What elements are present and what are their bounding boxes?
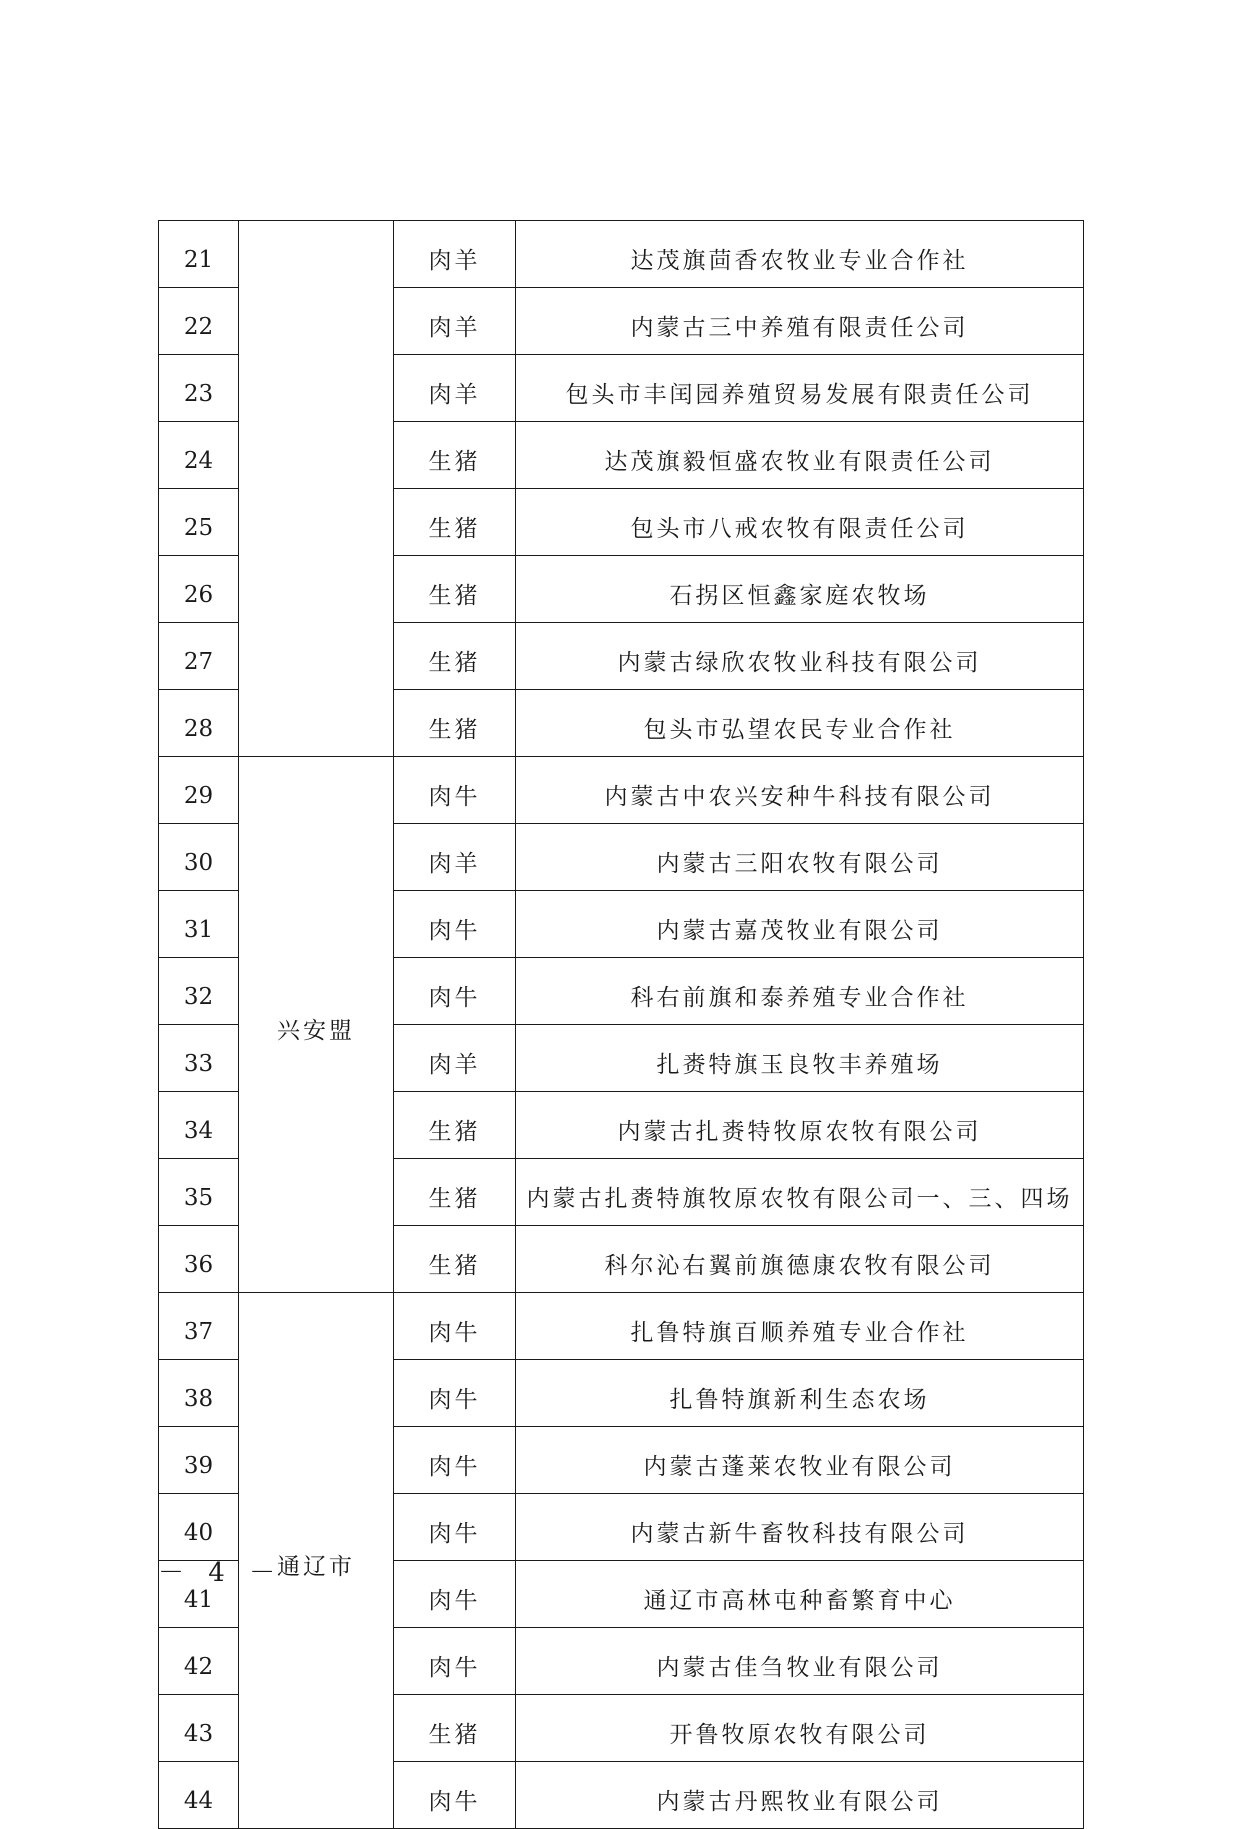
row-number: 33 bbox=[159, 1025, 239, 1092]
row-number: 31 bbox=[159, 891, 239, 958]
enterprise-name: 内蒙古绿欣农牧业科技有限公司 bbox=[516, 623, 1084, 690]
row-number: 34 bbox=[159, 1092, 239, 1159]
livestock-type: 肉牛 bbox=[394, 891, 516, 958]
enterprise-name: 石拐区恒鑫家庭农牧场 bbox=[516, 556, 1084, 623]
row-number: 35 bbox=[159, 1159, 239, 1226]
livestock-type: 生猪 bbox=[394, 1695, 516, 1762]
livestock-type: 生猪 bbox=[394, 690, 516, 757]
livestock-type: 生猪 bbox=[394, 556, 516, 623]
livestock-type: 肉羊 bbox=[394, 288, 516, 355]
row-number: 24 bbox=[159, 422, 239, 489]
livestock-type: 肉牛 bbox=[394, 1427, 516, 1494]
livestock-type: 肉牛 bbox=[394, 757, 516, 824]
livestock-type: 肉羊 bbox=[394, 221, 516, 288]
row-number: 28 bbox=[159, 690, 239, 757]
region-cell: 兴安盟 bbox=[239, 757, 394, 1293]
enterprise-name: 内蒙古中农兴安种牛科技有限公司 bbox=[516, 757, 1084, 824]
region-cell bbox=[239, 221, 394, 757]
enterprise-name: 扎赉特旗玉良牧丰养殖场 bbox=[516, 1025, 1084, 1092]
enterprise-name: 扎鲁特旗新利生态农场 bbox=[516, 1360, 1084, 1427]
livestock-type: 生猪 bbox=[394, 1092, 516, 1159]
enterprise-name: 内蒙古扎赉特牧原农牧有限公司 bbox=[516, 1092, 1084, 1159]
enterprise-name: 包头市八戒农牧有限责任公司 bbox=[516, 489, 1084, 556]
row-number: 32 bbox=[159, 958, 239, 1025]
livestock-type: 生猪 bbox=[394, 623, 516, 690]
enterprise-name: 内蒙古新牛畜牧科技有限公司 bbox=[516, 1494, 1084, 1561]
livestock-type: 生猪 bbox=[394, 422, 516, 489]
enterprise-name: 通辽市高林屯种畜繁育中心 bbox=[516, 1561, 1084, 1628]
row-number: 36 bbox=[159, 1226, 239, 1293]
enterprise-name: 扎鲁特旗百顺养殖专业合作社 bbox=[516, 1293, 1084, 1360]
livestock-type: 肉牛 bbox=[394, 1628, 516, 1695]
row-number: 42 bbox=[159, 1628, 239, 1695]
enterprise-name: 开鲁牧原农牧有限公司 bbox=[516, 1695, 1084, 1762]
enterprise-name: 达茂旗茴香农牧业专业合作社 bbox=[516, 221, 1084, 288]
row-number: 39 bbox=[159, 1427, 239, 1494]
row-number: 21 bbox=[159, 221, 239, 288]
livestock-type: 肉牛 bbox=[394, 1360, 516, 1427]
row-number: 40 bbox=[159, 1494, 239, 1561]
table-row bbox=[159, 757, 1084, 824]
row-number: 26 bbox=[159, 556, 239, 623]
livestock-type: 肉牛 bbox=[394, 1762, 516, 1829]
page-number: － 4 － bbox=[158, 1558, 284, 1588]
row-number: 41 bbox=[159, 1561, 239, 1628]
livestock-type: 肉牛 bbox=[394, 1561, 516, 1628]
table-row bbox=[159, 1293, 1084, 1360]
enterprise-name: 内蒙古三中养殖有限责任公司 bbox=[516, 288, 1084, 355]
enterprise-name: 包头市弘望农民专业合作社 bbox=[516, 690, 1084, 757]
enterprise-name: 内蒙古丹熙牧业有限公司 bbox=[516, 1762, 1084, 1829]
enterprise-name: 内蒙古蓬莱农牧业有限公司 bbox=[516, 1427, 1084, 1494]
livestock-type: 肉羊 bbox=[394, 1025, 516, 1092]
row-number: 44 bbox=[159, 1762, 239, 1829]
row-number: 22 bbox=[159, 288, 239, 355]
enterprise-name: 内蒙古三阳农牧有限公司 bbox=[516, 824, 1084, 891]
livestock-type: 肉牛 bbox=[394, 1494, 516, 1561]
enterprise-table bbox=[158, 220, 1083, 1829]
livestock-type: 肉羊 bbox=[394, 824, 516, 891]
enterprise-name: 科右前旗和泰养殖专业合作社 bbox=[516, 958, 1084, 1025]
row-number: 27 bbox=[159, 623, 239, 690]
enterprise-name: 内蒙古扎赉特旗牧原农牧有限公司一、三、四场 bbox=[516, 1159, 1084, 1226]
enterprise-name: 达茂旗毅恒盛农牧业有限责任公司 bbox=[516, 422, 1084, 489]
livestock-type: 肉牛 bbox=[394, 958, 516, 1025]
row-number: 30 bbox=[159, 824, 239, 891]
region-cell: 通辽市 bbox=[239, 1293, 394, 1829]
livestock-type: 生猪 bbox=[394, 1226, 516, 1293]
enterprise-name: 内蒙古佳刍牧业有限公司 bbox=[516, 1628, 1084, 1695]
row-number: 37 bbox=[159, 1293, 239, 1360]
row-number: 43 bbox=[159, 1695, 239, 1762]
row-number: 29 bbox=[159, 757, 239, 824]
row-number: 23 bbox=[159, 355, 239, 422]
livestock-type: 肉牛 bbox=[394, 1293, 516, 1360]
table-row bbox=[159, 221, 1084, 288]
enterprise-name: 包头市丰闰园养殖贸易发展有限责任公司 bbox=[516, 355, 1084, 422]
livestock-type: 生猪 bbox=[394, 1159, 516, 1226]
enterprise-name: 内蒙古嘉茂牧业有限公司 bbox=[516, 891, 1084, 958]
livestock-type: 肉羊 bbox=[394, 355, 516, 422]
enterprise-name: 科尔沁右翼前旗德康农牧有限公司 bbox=[516, 1226, 1084, 1293]
row-number: 25 bbox=[159, 489, 239, 556]
row-number: 38 bbox=[159, 1360, 239, 1427]
livestock-type: 生猪 bbox=[394, 489, 516, 556]
